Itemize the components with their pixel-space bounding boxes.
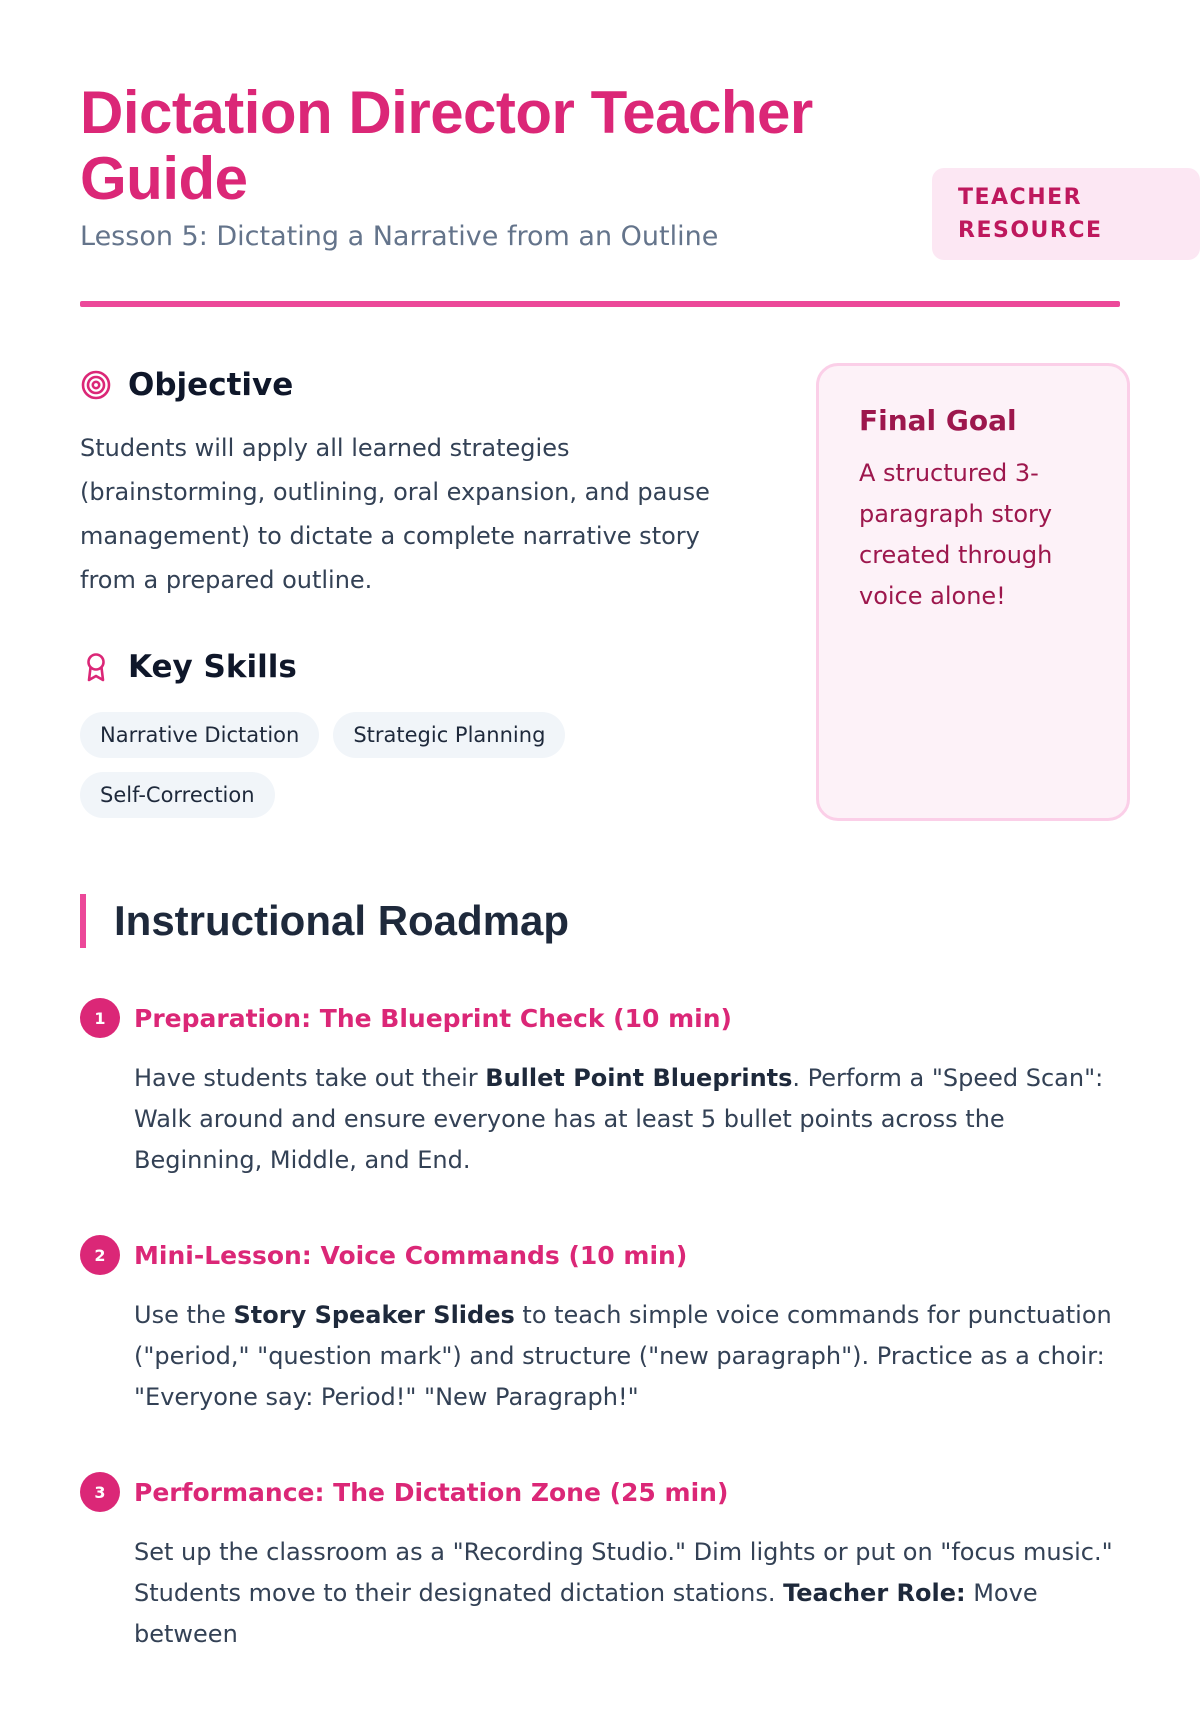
step-bold-text: Teacher Role: <box>783 1579 966 1607</box>
roadmap-step <box>80 1472 1120 1655</box>
skill-chip: Strategic Planning <box>333 712 565 758</box>
step-description <box>134 1058 1120 1181</box>
target-icon <box>80 369 112 401</box>
roadmap-step <box>80 1235 1120 1418</box>
step-text: Move between <box>134 1579 1038 1648</box>
final-goal-card <box>816 363 1130 821</box>
step-text: Have students take out their <box>134 1064 486 1092</box>
objective-heading: Objective <box>128 367 294 403</box>
step-description <box>134 1532 1120 1655</box>
final-goal-title: Final Goal <box>859 404 1017 437</box>
badge-line-1: TEACHER <box>958 185 1083 210</box>
key-skills-heading-row <box>80 642 760 692</box>
award-ribbon-icon <box>80 651 112 683</box>
step-number-badge: 3 <box>80 1472 120 1512</box>
final-goal-text: A structured 3-paragraph story created through voice alone! <box>859 459 1053 610</box>
page-title: Dictation Director Teacher Guide <box>80 79 813 212</box>
step-number-badge: 2 <box>80 1235 120 1275</box>
header-divider <box>80 301 1120 307</box>
badge-line-2: RESOURCE <box>958 218 1103 243</box>
step-text: Set up the classroom as a "Recording Studio." Dim lights or put on "focus music." Students move to their designated dictation stations. <box>134 1538 1113 1607</box>
step-text: Use the <box>134 1301 234 1329</box>
step-bold-text: Story Speaker Slides <box>233 1301 515 1329</box>
step-number-badge: 1 <box>80 998 120 1038</box>
roadmap-steps <box>80 998 1120 1709</box>
step-title: Preparation: The Blueprint Check (10 min) <box>134 1003 732 1033</box>
step-header <box>80 998 1120 1038</box>
roadmap-heading-block <box>80 894 569 948</box>
step-header <box>80 1472 1120 1512</box>
objective-column <box>80 360 760 818</box>
step-text: to teach simple voice commands for punctuation ("period," "question mark") and structure ("new paragraph"). Practice as a choir: "Everyone say: Period!" "New Paragraph!" <box>134 1301 1112 1411</box>
step-text: . Perform a "Speed Scan": Walk around and ensure everyone has at least 5 bullet points across the Beginning, Middle, and End. <box>134 1064 1104 1174</box>
skill-chips <box>80 712 600 818</box>
objective-heading-row <box>80 360 760 410</box>
step-title: Mini-Lesson: Voice Commands (10 min) <box>134 1240 688 1270</box>
step-title: Performance: The Dictation Zone (25 min) <box>134 1477 729 1507</box>
roadmap-heading: Instructional Roadmap <box>114 897 570 944</box>
key-skills-heading: Key Skills <box>128 649 297 685</box>
step-bold-text: Bullet Point Blueprints <box>485 1064 793 1092</box>
step-header <box>80 1235 1120 1275</box>
roadmap-step <box>80 998 1120 1181</box>
teacher-resource-badge <box>932 168 1200 260</box>
objective-text: Students will apply all learned strategies (brainstorming, outlining, oral expansion, and pause management) to dictate a complete narrative story from a prepared outline. <box>80 434 710 594</box>
skill-chip: Self-Correction <box>80 772 275 818</box>
step-description <box>134 1295 1120 1418</box>
page-subtitle: Lesson 5: Dictating a Narrative from an Outline <box>80 221 719 252</box>
skill-chip: Narrative Dictation <box>80 712 319 758</box>
